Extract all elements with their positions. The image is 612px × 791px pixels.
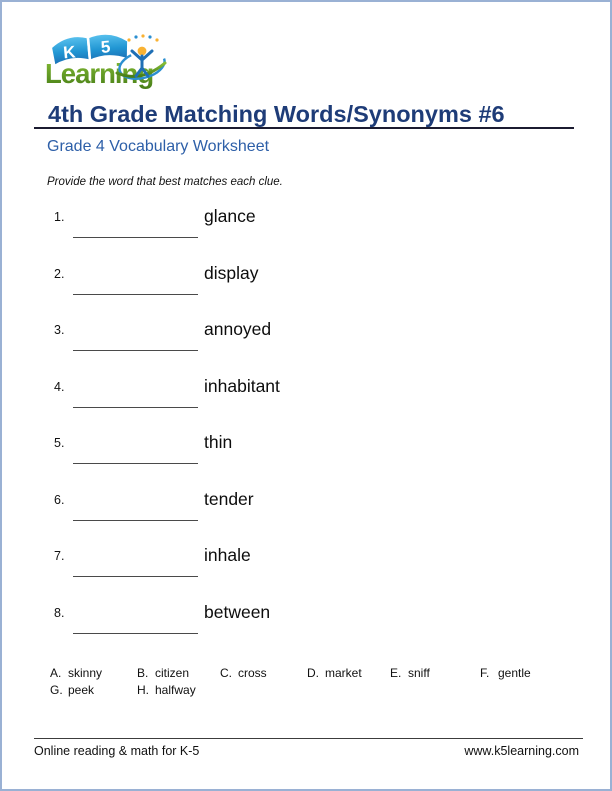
bank-letter: H.: [137, 682, 149, 697]
word-bank-item: [137, 682, 220, 699]
word-bank-item: [137, 665, 220, 682]
bank-word: citizen: [155, 666, 190, 680]
bank-letter: G.: [50, 682, 63, 697]
bank-word: halfway: [155, 682, 196, 697]
answer-blank[interactable]: [73, 207, 198, 238]
bank-letter: A.: [50, 666, 62, 680]
question-number: 3.: [54, 323, 65, 337]
word-bank-item: [480, 665, 580, 682]
bank-letter: C.: [220, 666, 232, 680]
bank-word: peek: [68, 682, 95, 697]
answer-blank[interactable]: [73, 433, 198, 464]
clue-word: annoyed: [204, 319, 272, 339]
bank-word: skinny: [68, 666, 103, 680]
question-number: 8.: [54, 605, 65, 620]
question-row: [54, 318, 384, 374]
question-number: 7.: [54, 549, 65, 563]
word-bank-item: [50, 682, 137, 699]
answer-blank[interactable]: [73, 264, 198, 295]
question-row: [54, 544, 384, 600]
question-number: 1.: [54, 210, 65, 224]
answer-blank[interactable]: [73, 490, 198, 521]
logo-5-text: 5: [100, 37, 112, 58]
instruction-text: Provide the word that best matches each clue.: [47, 176, 283, 188]
question-row: [54, 431, 384, 487]
answer-blank[interactable]: [73, 603, 198, 634]
bank-word: sniff: [408, 666, 430, 680]
page-subtitle: Grade 4 Vocabulary Worksheet: [47, 138, 270, 155]
answer-blank[interactable]: [73, 546, 198, 577]
question-row: [54, 601, 384, 657]
question-number: 5.: [54, 436, 65, 450]
clue-word: between: [204, 601, 271, 622]
bank-letter: B.: [137, 666, 149, 680]
clue-word: inhabitant: [204, 375, 280, 396]
question-number: 6.: [54, 492, 65, 507]
bank-letter: F.: [480, 666, 490, 680]
logo-learning-text: Learning: [45, 58, 154, 89]
title-underline: [34, 127, 574, 129]
answer-blank[interactable]: [73, 377, 198, 408]
word-bank-item: [307, 665, 390, 682]
bank-word: cross: [238, 666, 267, 680]
footer-website: www.k5learning.com: [464, 744, 579, 758]
bank-letter: D.: [307, 666, 319, 680]
clue-word: display: [204, 262, 259, 283]
word-bank: [50, 665, 590, 698]
question-row: [54, 375, 384, 431]
question-row: [54, 488, 384, 544]
word-bank-item: [390, 665, 480, 682]
bank-word: market: [325, 666, 362, 680]
question-row: [54, 262, 384, 318]
clue-word: glance: [204, 206, 256, 226]
page-title: 4th Grade Matching Words/Synonyms #6: [48, 101, 505, 127]
word-bank-row: [50, 665, 590, 682]
answer-blank[interactable]: [73, 320, 198, 351]
footer-divider: [34, 738, 583, 739]
bank-letter: E.: [390, 666, 402, 680]
k5-learning-logo: [45, 27, 215, 89]
bank-word: gentle: [498, 666, 531, 680]
logo-k-text: K: [62, 42, 77, 63]
word-bank-item: [50, 665, 137, 682]
word-bank-row: [50, 682, 590, 699]
footer-tagline: Online reading & math for K-5: [34, 744, 200, 758]
question-number: 2.: [54, 266, 65, 281]
clue-word: inhale: [204, 545, 251, 565]
clue-word: tender: [204, 488, 254, 509]
question-number: 4.: [54, 379, 65, 394]
question-row: [54, 205, 384, 261]
clue-word: thin: [204, 432, 233, 452]
word-bank-item: [220, 665, 307, 682]
